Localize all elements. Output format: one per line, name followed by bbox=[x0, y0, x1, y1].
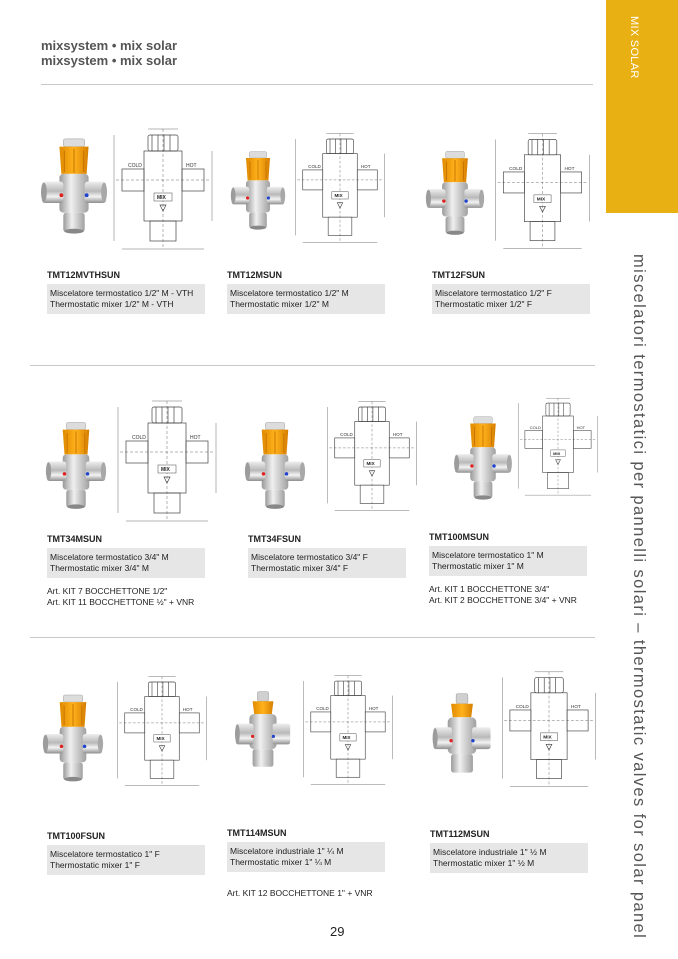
product-tmt12fsun bbox=[432, 270, 602, 314]
section-tab bbox=[606, 0, 678, 213]
product-tmt12msun bbox=[227, 270, 397, 314]
technical-drawing-tmt12mvthsun bbox=[108, 125, 218, 255]
technical-drawing-tmt34fsun bbox=[322, 388, 422, 526]
side-title: miscelatori termostatici per pannelli solari – thermostatic valves for solar panel bbox=[630, 254, 648, 940]
product-description: Miscelatore termostatico 3/4" F Thermostatic mixer 3/4" F bbox=[248, 548, 406, 578]
product-tmt34msun bbox=[47, 534, 217, 608]
product-code: TMT34MSUN bbox=[47, 534, 103, 544]
divider-row-1 bbox=[30, 365, 595, 366]
product-photo-tmt12mvthsun bbox=[40, 128, 108, 243]
technical-drawing-tmt12fsun bbox=[490, 122, 595, 262]
product-description: Miscelatore termostatico 1" M Thermostatic mixer 1" M bbox=[429, 546, 587, 576]
product-description: Miscelatore industriale 1" ½ M Thermostatic mixer 1" ½ M bbox=[430, 843, 588, 873]
product-photo-tmt12msun bbox=[228, 150, 288, 230]
product-tmt112msun bbox=[430, 829, 600, 873]
technical-drawing-tmt100fsun bbox=[112, 668, 212, 796]
product-tmt100fsun bbox=[47, 831, 217, 875]
technical-drawing-tmt34msun bbox=[112, 392, 222, 532]
product-kits: Art. KIT 7 BOCCHETTONE 1/2" Art. KIT 11 BOCCHETTONE ½" + VNR bbox=[47, 586, 195, 607]
product-kits: Art. KIT 1 BOCCHETTONE 3/4" Art. KIT 2 BOCCHETTONE 3/4" + VNR bbox=[429, 584, 577, 605]
product-photo-tmt12fsun bbox=[425, 145, 485, 240]
header-line-2: mixsystem • mix solar bbox=[41, 53, 178, 68]
product-description: Miscelatore industriale 1" ¼ M Thermostatic mixer 1" ¼ M bbox=[227, 842, 385, 872]
product-code: TMT12MVTHSUN bbox=[47, 270, 121, 280]
page-number: 29 bbox=[330, 924, 345, 939]
product-photo-tmt34msun bbox=[45, 415, 107, 515]
product-description: Miscelatore termostatico 1/2" M - VTH Thermostatic mixer 1/2" M - VTH bbox=[47, 284, 205, 314]
product-photo-tmt112msun bbox=[428, 692, 496, 776]
product-code: TMT34FSUN bbox=[248, 534, 302, 544]
product-tmt114msun bbox=[227, 828, 397, 899]
product-photo-tmt100fsun bbox=[42, 690, 104, 785]
product-description: Miscelatore termostatico 1" F Thermostatic mixer 1" F bbox=[47, 845, 205, 875]
technical-drawing-tmt114msun bbox=[292, 672, 404, 790]
product-tmt34fsun bbox=[248, 534, 418, 578]
product-photo-tmt34fsun bbox=[244, 415, 306, 515]
technical-drawing-tmt100msun bbox=[512, 395, 604, 500]
divider-row-2 bbox=[30, 637, 595, 638]
product-code: TMT112MSUN bbox=[430, 829, 490, 839]
header-line-1: mixsystem • mix solar bbox=[41, 38, 178, 53]
product-kits: Art. KIT 12 BOCCHETTONE 1" + VNR bbox=[227, 888, 373, 898]
product-code: TMT100FSUN bbox=[47, 831, 106, 841]
section-tab-label: MIX SOLAR bbox=[628, 16, 640, 79]
product-code: TMT114MSUN bbox=[227, 828, 287, 838]
product-description: Miscelatore termostatico 3/4" M Thermostatic mixer 3/4" M bbox=[47, 548, 205, 578]
product-code: TMT100MSUN bbox=[429, 532, 490, 542]
page-header bbox=[41, 38, 177, 68]
product-code: TMT12MSUN bbox=[227, 270, 283, 280]
product-tmt12mvthsun bbox=[47, 270, 217, 314]
divider-top bbox=[41, 84, 593, 85]
technical-drawing-tmt112msun bbox=[494, 668, 604, 792]
product-code: TMT12FSUN bbox=[432, 270, 486, 280]
product-description: Miscelatore termostatico 1/2" F Thermostatic mixer 1/2" F bbox=[432, 284, 590, 314]
product-description: Miscelatore termostatico 1/2" M Thermostatic mixer 1/2" M bbox=[227, 284, 385, 314]
product-tmt100msun bbox=[429, 532, 599, 606]
technical-drawing-tmt12msun bbox=[290, 125, 390, 253]
product-photo-tmt114msun bbox=[232, 690, 294, 770]
product-photo-tmt100msun bbox=[452, 415, 514, 500]
